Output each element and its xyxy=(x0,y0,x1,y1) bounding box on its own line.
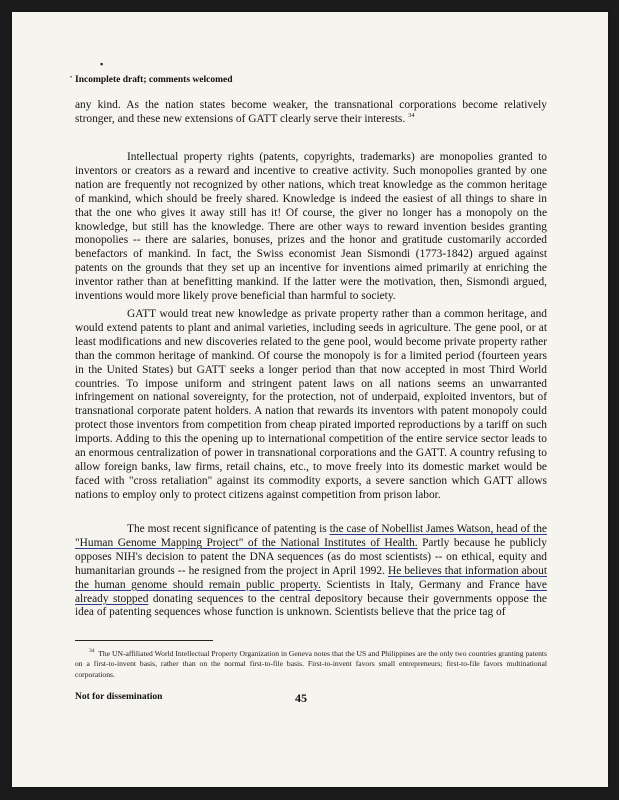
footnote-reference[interactable]: 34 xyxy=(408,111,415,119)
paragraph-text: The most recent significance of patenting is xyxy=(127,523,330,535)
paragraph-text: Partly because he publicly opposes NIH's decision to patent the DNA sequences (as do most scientists) -- on ethical, equity and humanitarian grounds -- he resigned from the project in April 1992. xyxy=(75,536,547,577)
draft-header: Incomplete draft; comments welcomed xyxy=(75,75,233,85)
paragraph-patenting-significance xyxy=(75,523,547,620)
paragraph-text: Scientists in Italy, Germany and France xyxy=(320,578,526,591)
footnote xyxy=(75,649,547,680)
paragraph-text: donating sequences to the central depository because their governments oppose the idea of patenting sequences whose function is unknown. Scientists believe that the price tag of xyxy=(75,592,547,619)
page-number: 45 xyxy=(295,691,307,705)
paragraph-text: any kind. As the nation states become weaker, the transnational corporations become relatively stronger, and these new extensions of GATT clearly serve their interests. xyxy=(75,99,547,125)
paragraph-intellectual-property xyxy=(75,151,547,304)
footnote-text: The UN-affiliated World Intellectual Property Organization in Geneva notes that the US and Philippines are the only two countries granting patents on a first-to-invent basis, rather than on the normal first-to-file basis. First-to-invent favors small entrepreneurs; first-to-file favors multinational corporations. xyxy=(75,649,547,679)
document-page: ▪ • Incomplete draft; comments welcomed any kind. As the nation states become weaker, the transnational corporations become relatively stronger, and these new extensions of GATT clearly serve their interests. $^{34}$ Intellectual property rights (patents, copyrights, trademarks) are monopolies granted to inventors or creators as a reward and incentive to creative activity. Such monopolies granted by one nation are frequently not recognized by other nations, which treat knowledge as the common heritage of mankind, which should be freely shared. Knowledge is indeed the easiest of all things to share in that the one who gives it away still has it! Of course, the giver no longer has a monopoly on the knowledge, but still has the knowledge. There are other ways to reward invention besides granting monopolies -- there are salaries, bonuses, prizes and the honor and gratitude customarily accorded benefactors of mankind. In fact, the Swiss economist Jean Sismondi (1773-1842) argued against patents on the grounds that they set up an incentive for inventions aimed primarily at enriching the inventor rather than at benefitting mankind. If the latter were the motivation, then, Sismondi argued, inventions would more likely prove beneficial than harmful to society. GATT would treat new knowledge as private property rather than a common heritage, and would extend patents to plant and animal varieties, including seeds in agriculture. The gene pool, or at least modifications and new discoveries related to the gene pool, would become private property rather than the common heritage of mankind. Of course the monopoly is for a limited period (fourteen years in the United States) but GATT seeks a longer period than that now accepted in most Third World countries. To impose uniform and stringent patent laws on all nations seems an unwarranted infringement on national sovereignty, for the protection, not of underpaid, exploited inventors, but of transnational corporate patent holders. A nation that rewards its inventors with patent monopoly could protect those inventors from competition from cheap pirated imported reproductions by a tariff on such imports. Adding to this the opening up to international competition of the entire service sector leads to an enormous centralization of power in transnational corporations and the GATT. A country refusing to allow foreign banks, law firms, retail chains, etc., to move freely into its domestic market would be faced with "cross retaliation" against its commodity exports, a severe sanction which GATT allows nations to employ only to protect citizens against competition from prison labor. The most recent significance of patenting is the case of Nobellist James Watson, head of the "Human Genome Mapping Project" of the National Institutes of Health. Partly because he publicly opposes NIH's decision to patent the DNA sequences (as do most scientists) -- on ethical, equity and humanitarian grounds -- he resigned from the project in April 1992. He believes that information about the human genome should remain public property. Scientists in Italy, Germany and France have already stopped donating sequences to the central depository because their governments oppose the idea of patenting sequences whose function is unknown. Scientists believe that the price tag of $^{34}$ The UN-affiliated World Intellectual Property Organization in Geneva notes that the US and Philippines are the only two countries granting patents on a first-to-invent basis, rather than on the normal first-to-file basis. First-to-invent favors small entrepreneurs; first-to-file favors multinational corporations. Not for dissemination 45 xyxy=(12,12,608,787)
dissemination-notice: Not for dissemination xyxy=(75,692,163,702)
paragraph-continuation xyxy=(75,99,547,127)
underlined-passage-watson: the case of Nobellist James Watson, head of the "Human Genome Mapping Project" of the National Institutes of Health. xyxy=(75,523,547,549)
footnote-divider xyxy=(75,640,213,641)
paragraph-gatt-knowledge xyxy=(75,308,547,503)
paragraph-text: Intellectual property rights (patents, copyrights, trademarks) are monopolies granted to inventors or creators as a reward and incentive to creative activity. Such monopolies granted by one nation are frequently not recognized by other nations, which treat knowledge as the common heritage of mankind, which should be freely shared. Knowledge is indeed the easiest of all things to share in that the one who gives it away still has it! Of course, the giver no longer has a monopoly on the knowledge, but still has the knowledge. There are other ways to reward invention besides granting monopolies -- there are salaries, bonuses, prizes and the honor and gratitude customarily accorded benefactors of mankind. In fact, the Swiss economist Jean Sismondi (1773-1842) argued against patents on the grounds that they set up an incentive for inventions aimed primarily at enriching the inventor rather than at benefitting mankind. If the latter were the motivation, then, Sismondi argued, inventions would more likely prove beneficial than harmful to society. xyxy=(75,151,547,303)
underlined-passage-public-property: He believes that information about the human genome should remain public property. xyxy=(75,564,547,591)
paragraph-text: GATT would treat new knowledge as private property rather than a common heritage, and would extend patents to plant and animal varieties, including seeds in agriculture. The gene pool, or at least modifications and new discoveries related to the gene pool, would become private property rather than the common heritage of mankind. Of course the monopoly is for a limited period (fourteen years in the United States) but GATT seeks a longer period than that now accepted in most Third World countries. To impose uniform and stringent patent laws on all nations seems an unwarranted infringement on national sovereignty, for the protection, not of underpaid, exploited inventors, but of transnational corporate patent holders. A nation that rewards its inventors with patent monopoly could protect those inventors from competition from cheap pirated imported reproductions by a tariff on such imports. Adding to this the opening up to international competition of the entire service sector leads to an enormous centralization of power in transnational corporations and the GATT. A country refusing to allow foreign banks, law firms, retail chains, etc., to move freely into its domestic market would be faced with "cross retaliation" against its commodity exports, a severe sanction which GATT allows nations to employ only to protect citizens against competition from prison labor. xyxy=(75,308,547,501)
footnote-number: 34 xyxy=(89,648,95,654)
underlined-passage-stopped: have already stopped xyxy=(75,578,547,605)
